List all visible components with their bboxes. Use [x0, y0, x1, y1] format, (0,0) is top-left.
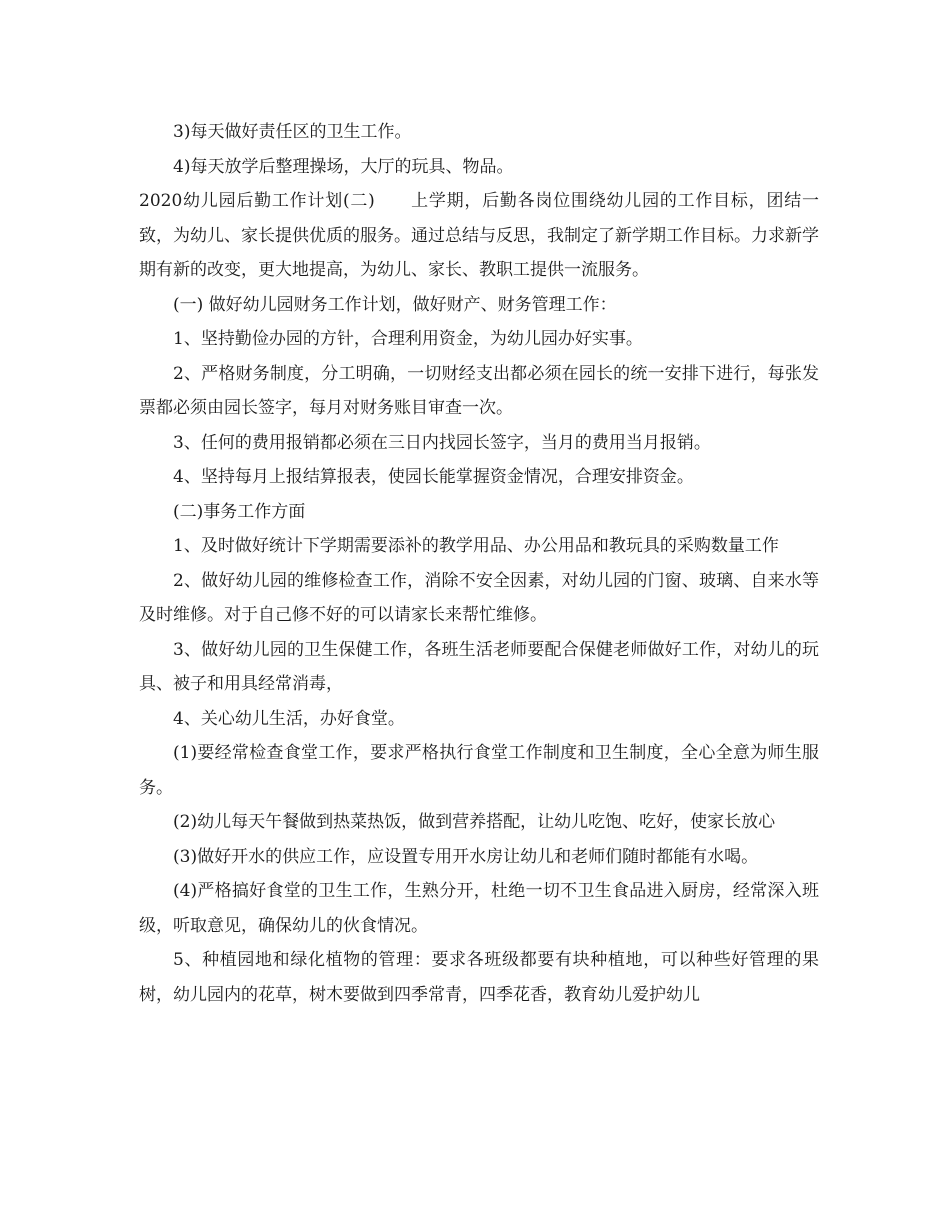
paragraph: 1、坚持勤俭办园的方针，合理利用资金，为幼儿园办好实事。: [173, 329, 643, 349]
section-heading: (一) 做好幼儿园财务工作计划，做好财产、财务管理工作：: [173, 294, 617, 315]
paragraph-plan-heading: 2020幼儿园后勤工作计划(二) 上学期，后勤各岗位围绕幼儿园的工作目标，团结一致，为幼儿、家长提供优质的服务。通过总结与反思，我制定了新学期工作目标。力求新学期有新的改变，更大地提高，为幼儿、家长、教职工提供一流服务。: [139, 191, 819, 280]
paragraph: 4、关心幼儿生活，办好食堂。: [173, 708, 405, 729]
paragraph: (1)要经常检查食堂工作，要求严格执行食堂工作制度和卫生制度，全心全意为师生服务。: [139, 743, 819, 798]
paragraph: 2、做好幼儿园的维修检查工作，消除不安全因素，对幼儿园的门窗、玻璃、自来水等及时维修。对于自己修不好的可以请家长来帮忙维修。: [139, 570, 819, 625]
paragraph: 4、坚持每月上报结算报表，使园长能掌握资金情况，合理安排资金。: [173, 467, 694, 487]
paragraph: 2、严格财务制度，分工明确，一切财经支出都必须在园长的统一安排下进行，每张发票都必须由园长签字，每月对财务账目审查一次。: [139, 363, 819, 418]
paragraph: 4)每天放学后整理操场，大厅的玩具、物品。: [173, 156, 514, 177]
paragraph: 3、做好幼儿园的卫生保健工作，各班生活老师要配合保健老师做好工作，对幼儿的玩具、被子和用具经常消毒，: [139, 639, 819, 694]
paragraph: 3、任何的费用报销都必须在三日内找园长签字，当月的费用当月报销。: [173, 432, 711, 453]
document-body: [139, 115, 819, 1012]
section-heading: (二)事务工作方面: [173, 501, 306, 522]
paragraph: (4)严格搞好食堂的卫生工作，生熟分开，杜绝一切不卫生食品进入厨房，经常深入班级，听取意见，确保幼儿的伙食情况。: [139, 881, 819, 936]
paragraph: 5、种植园地和绿化植物的管理：要求各班级都要有块种植地，可以种些好管理的果树，幼儿园内的花草，树木要做到四季常青，四季花香，教育幼儿爱护幼儿: [139, 950, 819, 1005]
paragraph: (2)幼儿每天午餐做到热菜热饭，做到营养搭配，让幼儿吃饱、吃好，使家长放心: [173, 812, 776, 832]
paragraph: 1、及时做好统计下学期需要添补的教学用品、办公用品和教玩具的采购数量工作: [173, 536, 779, 556]
paragraph: (3)做好开水的供应工作，应设置专用开水房让幼儿和老师们随时都能有水喝。: [173, 846, 759, 867]
paragraph: 3)每天做好责任区的卫生工作。: [173, 122, 412, 142]
